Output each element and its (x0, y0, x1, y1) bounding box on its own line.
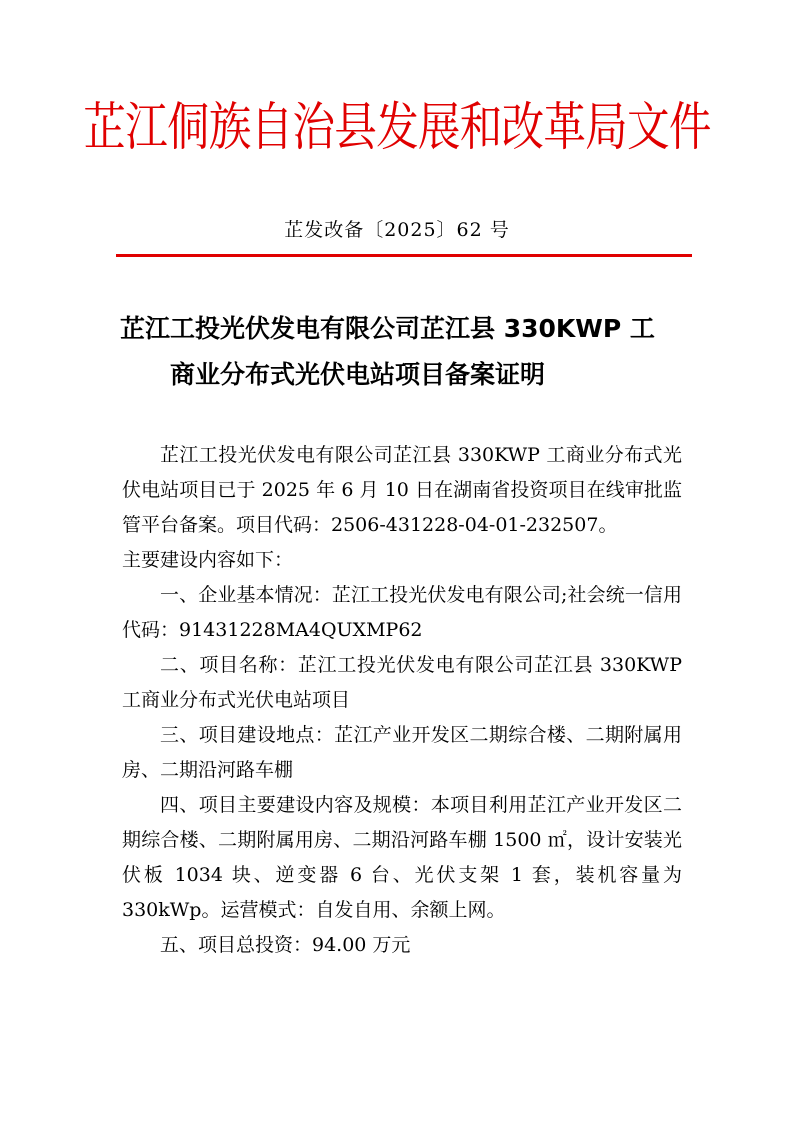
paragraph-intro-text: 芷江工投光伏发电有限公司芷江县 330KWP 工商业分布式光伏电站项目已于 2025 年 6 月 10 日在湖南省投资项目在线审批监管平台备案。项目代码：2506-431228-04-01-232507。 (122, 444, 682, 536)
document-title-line-2: 商业分布式光伏电站项目备案证明 (170, 360, 546, 389)
paragraph-project-location: 三、项目建设地点：芷江产业开发区二期综合楼、二期附属用房、二期沿河路车棚 (122, 724, 682, 781)
paragraph-project-name: 二、项目名称：芷江工投光伏发电有限公司芷江县 330KWP 工商业分布式光伏电站项目 (122, 654, 682, 711)
document-number: 芷发改备〔2025〕62 号 (284, 219, 510, 241)
red-divider-line (116, 254, 692, 257)
paragraph-intro (122, 438, 682, 578)
document-title (100, 306, 700, 398)
paragraph-intro-tail: 主要建设内容如下： (122, 549, 294, 571)
document-body (122, 438, 682, 963)
paragraph-total-investment: 五、项目总投资：94.00 万元 (160, 934, 411, 956)
paragraph-enterprise-info: 一、企业基本情况：芷江工投光伏发电有限公司;社会统一信用代码：91431228MA4QUXMP62 (122, 584, 682, 641)
document-header-title: 芷江侗族自治县发展和改革局文件 (83, 98, 711, 158)
paragraph-project-scope: 四、项目主要建设内容及规模：本项目利用芷江产业开发区二期综合楼、二期附属用房、二期沿河路车棚 1500 ㎡，设计安装光伏板 1034 块、逆变器 6 台、光伏支架 1 套，装机容量为 330kWp。运营模式：自发自用、余额上网。 (122, 794, 682, 921)
document-title-line-1: 芷江工投光伏发电有限公司芷江县 330KWP 工 (120, 314, 655, 343)
